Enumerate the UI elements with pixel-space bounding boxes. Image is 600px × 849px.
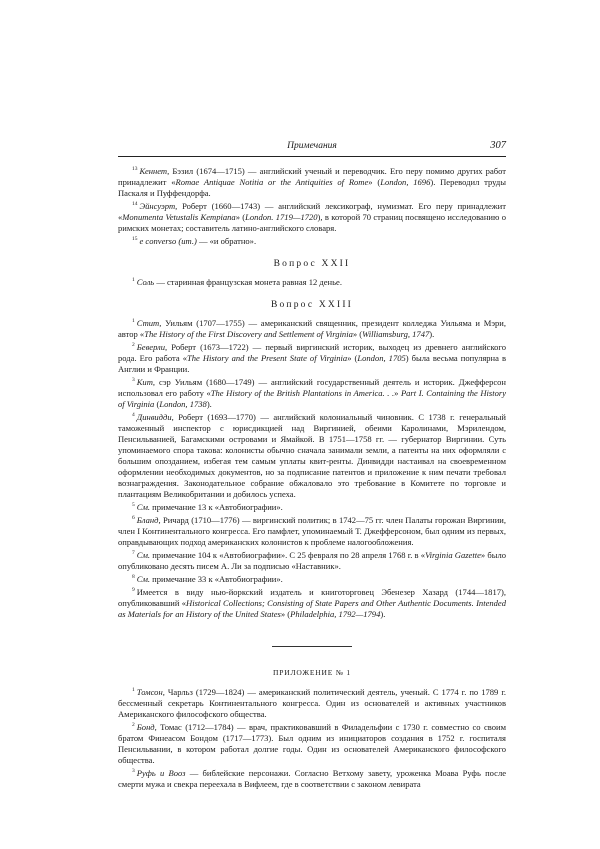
footnote-italic-text: London. 1719—1720 — [245, 212, 318, 222]
footnote-italic-text: Руфь и Вооз — [136, 768, 186, 778]
footnote-italic-text: Томсон — [136, 687, 163, 697]
footnote-italic-text: London, 1696 — [380, 177, 431, 187]
footnote-number: 2 — [132, 722, 135, 728]
footnote — [118, 685, 506, 720]
footnote-text: , Роберт (1673—1722) — первый виргинский историк, выходец из древнего английского рода. Его работа « — [118, 342, 506, 363]
footnote-number: 3 — [132, 768, 135, 774]
footnote — [118, 720, 506, 766]
footnote-text: ), в которой 70 страниц посвящено исследованию о римских монетах; составитель латино-английского словаря. — [118, 212, 506, 233]
footnote-text: » ( — [352, 329, 363, 339]
footnote-text: , сэр Уильям (1680—1749) — английский государственный деятель и историк. Джефферсон использовал его работу « — [118, 377, 506, 398]
page-header — [118, 140, 506, 157]
footnote — [118, 375, 506, 410]
footnote-italic-text: The History of the First Discovery and Settlement of Virginia — [144, 329, 353, 339]
footnote-text: ). — [206, 399, 212, 409]
footnote-text: ( — [154, 399, 160, 409]
footnote-text: ) была весьма популярна в Англии и Франции. — [118, 353, 507, 374]
footnote-number: 4 — [132, 412, 135, 418]
footnote-text: примечание 33 к «Автобиографии». — [150, 574, 283, 584]
appendix-title: ПРИЛОЖЕНИЕ № 1 — [273, 668, 351, 677]
footnote-number: 1 — [132, 277, 135, 283]
footnote-text: — «и обратно». — [196, 236, 257, 246]
section-heading: Вопрос XXIII — [270, 300, 354, 310]
footnote-number: 8 — [132, 574, 135, 580]
footnote-italic-text: См. — [136, 574, 151, 584]
footnote-text: » было опубликовано десять писем А. Ли за подписью «Наставник». — [118, 550, 506, 571]
running-title: Примечания — [287, 141, 337, 151]
footnote-text: , Чарльз (1729—1824) — американский политический деятель, ученый. С 1774 г. по 1789 г. бессменный секретарь Континентального конгресса. Один из основателей и активных участников Американского философского общества. — [118, 687, 506, 719]
footnote-number: 14 — [132, 201, 138, 207]
footnote-italic-text: Эйнсуэрт — [139, 201, 176, 211]
footnote-text: — библейские персонажи. Согласно Ветхому завету, уроженка Моава Руфь после смерти мужа и свекра переехала в Вифлеем, где в соответствии с законом левирата — [118, 768, 506, 789]
footnote — [118, 513, 506, 548]
footnote-italic-text: Historical Collections; Consisting of State Papers and Other Authentic Documents. Intended as Materials for an History of the United States — [118, 598, 506, 619]
footnote-text: , Ричард (1710—1776) — виргинский политик; в 1742—75 гг. член Палаты горожан Виргинии, член I Континентального конгресса. Его памфлет, упоминаемый Т. Джефферсоном, был одним из первых, оправдывающих подход американских колонистов к проблеме налогообложения. — [118, 515, 506, 547]
footnote-text: » ( — [347, 353, 358, 363]
footnote — [118, 585, 506, 620]
footnote-text: » ( — [280, 609, 291, 619]
footnote-italic-text: Стит — [136, 318, 160, 328]
footnote-italic-text: Беверли — [136, 342, 166, 352]
footnote-italic-text: Williamsburg, 1747 — [362, 329, 430, 339]
footnote — [118, 500, 506, 513]
footnote-text: , Уильям (1707—1755) — американский священник, президент колледжа Уильяма и Мэри, автор « — [118, 318, 506, 339]
footnote-text: , Роберт (1693—1770) — английский колониальный чиновник. С 1738 г. генеральный таможенный инспектор с юрисдикцией над Виргинией, обеими Каролинами, Мэрилендом, Пенсильванией, Багамскими островами и Ямайкой. В 1751—1758 гг. — губернатор Виргинии. Суть упоминаемого спора такова: колонисты обычно сначала занимали земли, а патенты на них оформляли с большим опозданием, избегая тем самым уплаты квит-ренты. Динвидди настаивал на своевременном оформлении необходимых документов, но за подписание патентов и приложение к ним печати требовал вознаграждения. Законодательное собрание обжаловало это требование в Комитете по торговле и плантациям Великобритании и добилось успеха. — [118, 412, 506, 499]
footnote-text: ). Переводил труды Паскаля и Пуффендорфа. — [118, 177, 506, 198]
section-heading: Вопрос XXII — [273, 259, 351, 269]
footnote-text: примечание 104 к «Автобиографии». С 25 февраля по 28 апреля 1768 г. в « — [150, 550, 426, 560]
footnote-number: 3 — [132, 377, 135, 383]
footnote-text: , Роберт (1660—1743) — английский лексикограф, нумизмат. Его перу принадлежит « — [118, 201, 506, 222]
footnote-italic-text: Кеннет — [139, 166, 168, 176]
footnote — [118, 548, 506, 572]
footnote-italic-text: Part I. Containing the History of Virginia — [118, 388, 506, 409]
footnote-italic-text: См. — [136, 502, 151, 512]
footnote-number: 1 — [132, 687, 135, 693]
footnote-number: 6 — [132, 515, 135, 521]
footnote — [118, 572, 506, 585]
footnote-number: 5 — [132, 502, 135, 508]
footnote-italic-text: Бланд — [136, 515, 159, 525]
footnote-text: примечание 13 к «Автобиографии». — [150, 502, 283, 512]
footnote-text: ). — [429, 329, 435, 339]
footnote-italic-text: London, 1705 — [357, 353, 406, 363]
separator-rule — [272, 646, 352, 647]
footnote — [118, 410, 506, 500]
footnote-italic-text: The History and the Present State of Virginia — [187, 353, 348, 363]
footnote-number: 15 — [132, 236, 138, 242]
footnote-italic-text: См. — [136, 550, 151, 560]
footnote-italic-text: Динвидди — [136, 412, 172, 422]
footnote-text: » ( — [235, 212, 246, 222]
footnote — [118, 340, 506, 375]
footnote-number: 13 — [132, 166, 138, 172]
footnote-number: 7 — [132, 550, 135, 556]
footnote-text: Имеется в виду нью-йоркский издатель и книготорговец Эбенезер Хазард (1744—1817), опубликовавший « — [118, 587, 506, 608]
footnote-text: » — [394, 388, 401, 398]
footnote-text: — старинная французская монета равная 12 денье. — [154, 277, 342, 287]
footnote — [118, 199, 506, 234]
footnote-italic-text: London, 1738 — [159, 399, 207, 409]
footnote-number: 2 — [132, 342, 135, 348]
footnote-number: 9 — [132, 587, 135, 593]
footnote — [118, 234, 506, 247]
footnote-italic-text: Соль — [136, 277, 155, 287]
footnote-italic-text: Virginia Gazette — [425, 550, 481, 560]
footnote — [118, 275, 506, 288]
footnote-text: , Бэзил (1674—1715) — английский ученый и переводчик. Его перу помимо других работ принадлежит « — [118, 166, 506, 187]
footnote-italic-text: e converso (ит.) — [139, 236, 197, 246]
page-body — [118, 164, 506, 790]
footnote-text: , Томас (1712—1784) — врач, практиковавший в Филадельфии с 1730 г. совместно со своим братом Финеасом Бондом (1717—1773). Был одним из инициаторов создания в 1752 г. госпиталя Пенсильвании, в котором работал долгие годы. Один из основателей Американского философского общества. — [118, 722, 506, 765]
footnote-number: 1 — [132, 318, 135, 324]
footnote-italic-text: Бонд — [136, 722, 155, 732]
footnote-italic-text: Romae Antiquae Notitia or the Antiquities of Rome — [175, 177, 369, 187]
footnote — [118, 164, 506, 199]
footnote-italic-text: Philadelphia, 1792—1794 — [290, 609, 381, 619]
footnote-italic-text: The History of the British Plantations in America. . . — [210, 388, 395, 398]
footnote — [118, 766, 506, 790]
footnote-text: » ( — [368, 177, 381, 187]
footnote-italic-text: Monumenta Vetustalis Kempiana — [122, 212, 236, 222]
footnote — [118, 316, 506, 340]
footnote-text: ). — [380, 609, 386, 619]
footnote-italic-text: Кит — [136, 377, 153, 387]
page-number: 307 — [490, 140, 506, 151]
